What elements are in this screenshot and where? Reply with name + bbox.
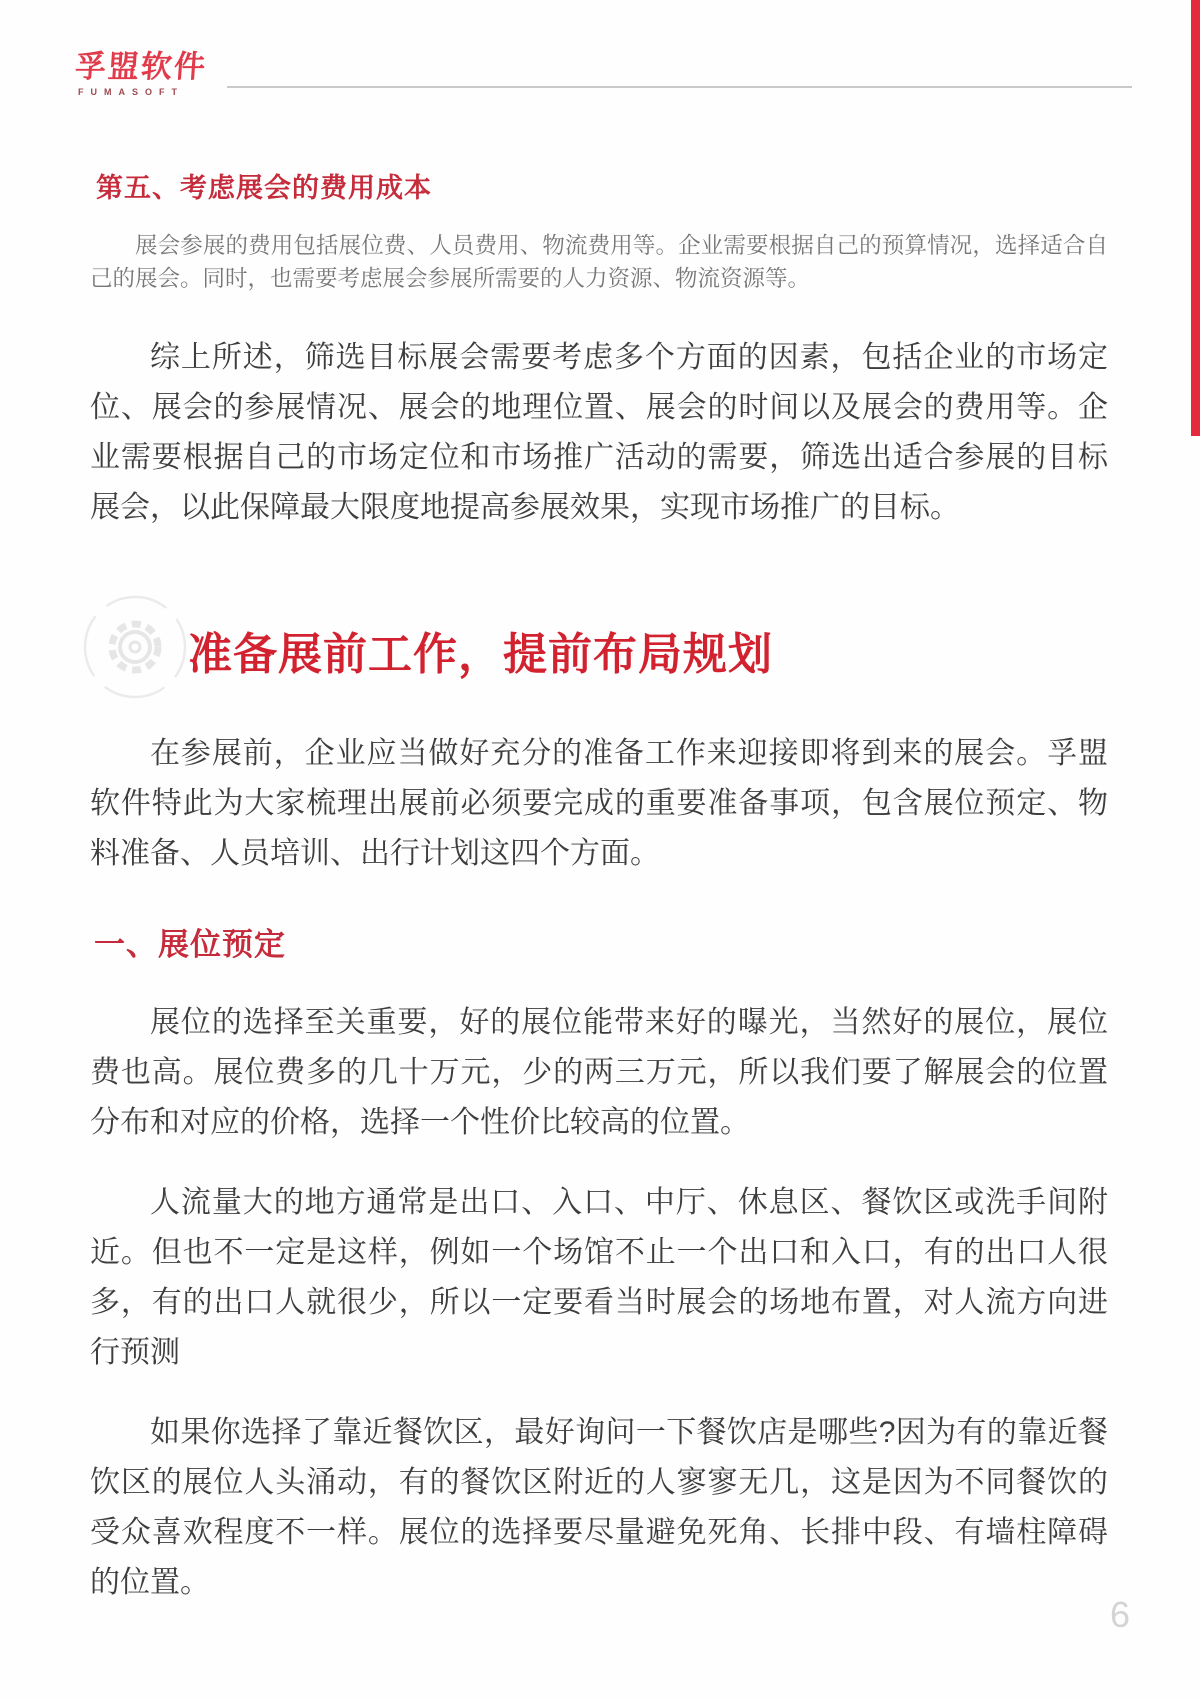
brand-logo-text: 孚盟软件	[73, 49, 209, 84]
gear-icon	[76, 588, 194, 706]
heading-booth-booking: 一、展位预定	[94, 927, 286, 962]
section-title-row	[76, 585, 1108, 709]
header-divider	[227, 86, 1132, 88]
heading-exhibition-cost: 第五、考虑展会的费用成本	[96, 173, 432, 203]
paragraph-exhibition-cost: 展会参展的费用包括展位费、人员费用、物流费用等。企业需要根据自己的预算情况，选择适合自己的展会。同时，也需要考虑展会参展所需要的人力资源、物流资源等。	[90, 233, 1108, 291]
page-header	[75, 50, 1132, 97]
paragraph-booth-importance: 展位的选择至关重要，好的展位能带来好的曝光，当然好的展位，展位费也高。展位费多的几十万元，少的两三万元，所以我们要了解展会的位置分布和对应的价格，选择一个性价比较高的位置。	[90, 1006, 1108, 1139]
paragraph-traffic-locations: 人流量大的地方通常是出口、入口、中厅、休息区、餐饮区或洗手间附近。但也不一定是这样，例如一个场馆不止一个出口和入口，有的出口人很多，有的出口人就很少，所以一定要看当时展会的场地布置，对人流方向进行预测	[90, 1186, 1108, 1369]
page-number: 6	[1109, 1594, 1130, 1635]
paragraph-dining-area-advice: 如果你选择了靠近餐饮区，最好询问一下餐饮店是哪些?因为有的靠近餐饮区的展位人头涌动，有的餐饮区附近的人寥寥无几，这是因为不同餐饮的受众喜欢程度不一样。展位的选择要尽量避免死角、长排中段、有墙柱障碍的位置。	[90, 1416, 1108, 1599]
brand-logo	[75, 50, 207, 97]
paragraph-summary: 综上所述，筛选目标展会需要考虑多个方面的因素，包括企业的市场定位、展会的参展情况、展会的地理位置、展会的时间以及展会的费用等。企业需要根据自己的市场定位和市场推广活动的需要，筛选出适合参展的目标展会，以此保障最大限度地提高参展效果，实现市场推广的目标。	[90, 341, 1108, 524]
brand-logo-subtext: FUMASOFT	[78, 87, 184, 97]
section-title-preparation: 准备展前工作，提前布局规划	[188, 630, 773, 679]
page-content	[90, 158, 1108, 1638]
paragraph-preparation-intro: 在参展前，企业应当做好充分的准备工作来迎接即将到来的展会。孚盟软件特此为大家梳理出展前必须要完成的重要准备事项，包含展位预定、物料准备、人员培训、出行计划这四个方面。	[90, 737, 1108, 870]
right-accent-bar	[1191, 0, 1200, 436]
